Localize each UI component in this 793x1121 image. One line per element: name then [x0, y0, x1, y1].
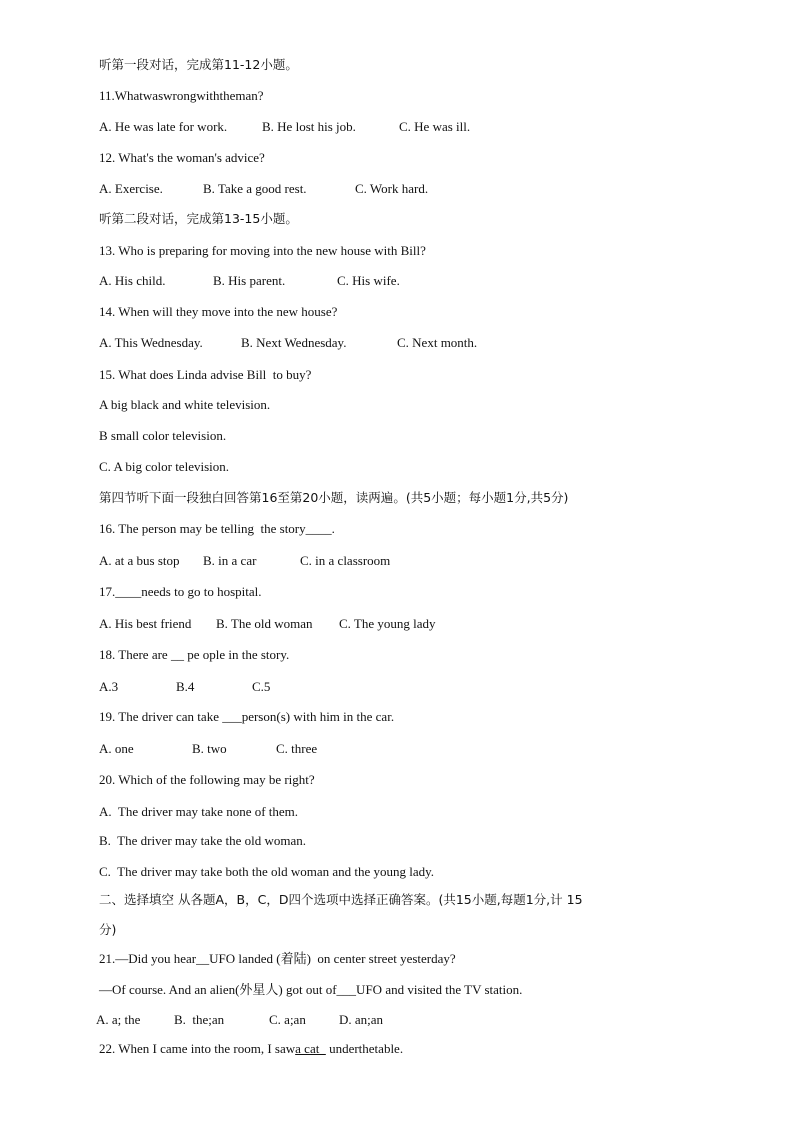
option-c: C. a;an: [269, 1012, 306, 1027]
question-15-option-b: B small color television.: [99, 428, 227, 443]
question-16: 16. The person may be telling the story____.: [99, 521, 335, 536]
option-c: C. in a classroom: [300, 553, 391, 568]
question-17: 17.____needs to go to hospital.: [99, 584, 262, 599]
option-a: A. one: [99, 741, 134, 756]
option-a: A. at a bus stop: [99, 553, 180, 568]
section-heading: 二、选择填空 从各题A，B，C，D四个选项中选择正确答案。(共15小题,每题1分,计 15: [99, 892, 583, 907]
option-a: A. Exercise.: [99, 181, 163, 196]
option-c: C. three: [276, 741, 318, 756]
option-a: A. He was late for work.: [99, 119, 228, 134]
question-21: 21.—Did you hear__UFO landed (着陆) on center street yesterday?: [99, 951, 456, 966]
section-heading: 听第一段对话，完成第11-12小题。: [99, 57, 298, 72]
option-b: B. The old woman: [216, 616, 313, 631]
question-20: 20. Which of the following may be right?: [99, 772, 315, 787]
option-c: C.5: [252, 679, 271, 694]
question-13: 13. Who is preparing for moving into the new house with Bill?: [99, 243, 426, 258]
option-a: A.3: [99, 679, 119, 694]
option-c: C. His wife.: [337, 273, 400, 288]
option-b: B. the;an: [174, 1012, 225, 1027]
question-15-option-c: C. A big color television.: [99, 459, 229, 474]
question-20-option-c: C. The driver may take both the old woman and the young lady.: [99, 864, 435, 879]
question-22-underlined: a cat: [295, 1041, 326, 1056]
question-22-tail: underthetable.: [325, 1041, 404, 1056]
option-a: A. His child.: [99, 273, 166, 288]
question-12: 12. What's the woman's advice?: [99, 150, 265, 165]
question-15-option-a: A big black and white television.: [99, 397, 271, 412]
question-18: 18. There are __ pe ople in the story.: [99, 647, 290, 662]
question-22-text: 22. When I came into the room, I saw: [99, 1041, 296, 1056]
question-19: 19. The driver can take ___person(s) with him in the car.: [99, 709, 395, 724]
question-11: 11.Whatwaswrongwiththeman?: [99, 88, 264, 103]
option-b: B. two: [192, 741, 227, 756]
option-b: B. His parent.: [213, 273, 286, 288]
option-a: A. This Wednesday.: [99, 335, 203, 350]
question-20-option-a: A. The driver may take none of them.: [99, 804, 299, 819]
question-15: 15. What does Linda advise Bill to buy?: [99, 367, 312, 382]
option-c: C. The young lady: [339, 616, 436, 631]
question-14: 14. When will they move into the new house?: [99, 304, 338, 319]
option-b: B. in a car: [203, 553, 257, 568]
option-c: C. He was ill.: [399, 119, 471, 134]
question-21-reply: —Of course. And an alien(外星人) got out of___UFO and visited the TV station.: [99, 982, 523, 997]
question-22: [99, 1041, 403, 1057]
option-d: D. an;an: [339, 1012, 384, 1027]
option-c: C. Work hard.: [355, 181, 429, 196]
option-c: C. Next month.: [397, 335, 478, 350]
option-b: B.4: [176, 679, 195, 694]
option-a: A. His best friend: [99, 616, 192, 631]
option-b: B. Take a good rest.: [203, 181, 307, 196]
question-20-option-b: B. The driver may take the old woman.: [99, 833, 306, 848]
option-b: B. He lost his job.: [262, 119, 356, 134]
option-b: B. Next Wednesday.: [241, 335, 347, 350]
section-heading: 第四节听下面一段独白回答第16至第20小题，读两遍。(共5小题；每小题1分,共5分): [99, 490, 569, 505]
section-heading-cont: 分): [99, 922, 117, 937]
option-a: A. a; the: [96, 1012, 141, 1027]
section-heading: 听第二段对话，完成第13-15小题。: [99, 211, 298, 226]
